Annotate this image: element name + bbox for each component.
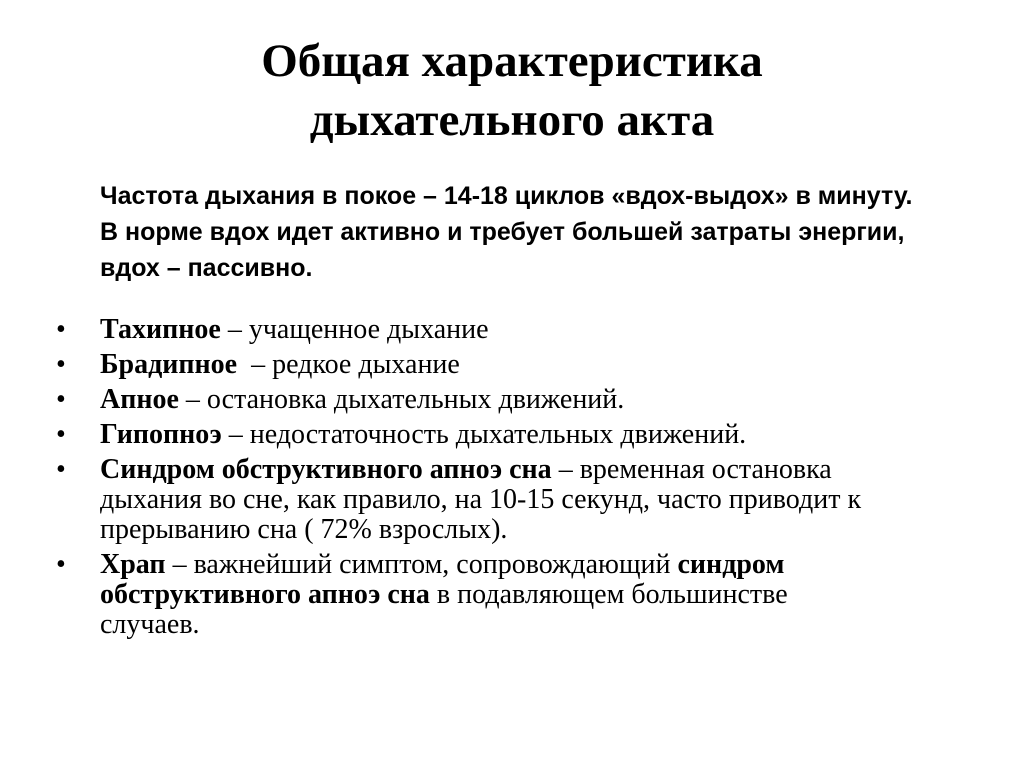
- bullet-text: – учащенное дыхание: [220, 314, 489, 345]
- bullet-item-osa-syndrome: [0, 455, 880, 545]
- bullet-marker: •: [56, 314, 66, 345]
- bullet-term: Синдром обструктивного апноэ сна: [100, 454, 552, 485]
- bullet-item-tachypnea: [0, 315, 880, 345]
- bullet-item-bradypnea: [0, 350, 880, 380]
- bullet-text: – важнейший симптом, сопровождающий: [165, 549, 678, 580]
- bullet-text: – временная остановка дыхания во сне, как правило, на 10-15 секунд, часто приводит к прерыванию сна ( 72% взрослых).: [100, 454, 862, 545]
- bullet-list: [0, 315, 1024, 645]
- bullet-marker: •: [56, 384, 66, 415]
- bullet-term: Гипопноэ: [100, 419, 222, 450]
- bullet-term: Храп: [100, 549, 166, 580]
- bullet-marker: •: [56, 549, 66, 580]
- bullet-term: Апное: [100, 384, 179, 415]
- slide-title-line-2: дыхательного акта: [309, 94, 715, 146]
- intro-paragraph: Частота дыхания в покое – 14-18 циклов «вдох-выдох» в минуту. В норме вдох идет активно и требует большей затраты энергии, вдох – пассивно.: [100, 182, 913, 282]
- bullet-text: – редкое дыхание: [237, 349, 460, 380]
- bullet-item-hypopnea: [0, 420, 880, 450]
- bullet-term-secondary: синдром обструктивного апноэ сна: [100, 549, 785, 610]
- bullet-text: – остановка дыхательных движений.: [178, 384, 625, 415]
- bullet-term: Тахипное: [100, 314, 221, 345]
- bullet-item-apnea: [0, 385, 880, 415]
- slide-title-line-1: Общая характеристика: [261, 35, 763, 87]
- slide-title: [0, 32, 1024, 150]
- bullet-text: – недостаточность дыхательных движений.: [221, 419, 747, 450]
- bullet-marker: •: [56, 419, 66, 450]
- bullet-text-secondary: в подавляющем большинстве случаев.: [100, 579, 788, 640]
- bullet-term: Брадипное: [100, 349, 238, 380]
- bullet-marker: •: [56, 454, 66, 485]
- bullet-marker: •: [56, 349, 66, 380]
- bullet-item-snoring: [0, 550, 880, 640]
